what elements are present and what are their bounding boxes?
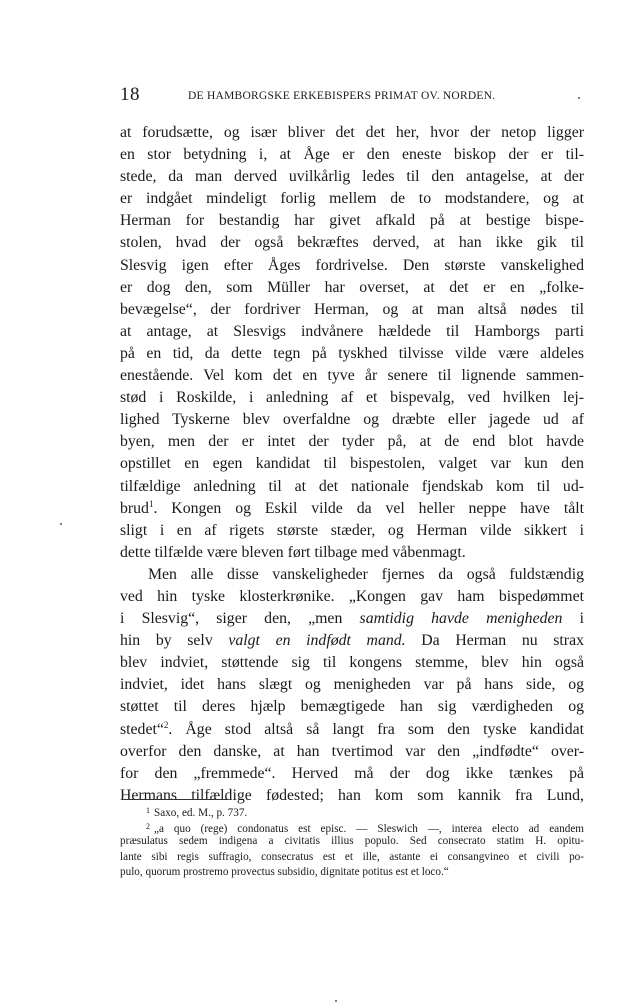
- text-line: støttet til deres hjælp bemægtigede han sig værdigheden og: [120, 698, 584, 716]
- text-line: opstillet en egen kandidat til bispestolen, valget var kun den: [120, 455, 584, 473]
- page-number: 18: [120, 84, 140, 105]
- print-speck: [60, 523, 62, 525]
- text-segment: Da Herman nu strax: [405, 632, 584, 650]
- text-line: enestående. Vel kom det en tyve år senere til lignende sammen-: [120, 367, 584, 385]
- italic-quote: valgt en indfødt mand.: [228, 632, 406, 650]
- running-head: DE HAMBORGSKE ERKEBISPERS PRIMAT OV. NORDEN.: [188, 90, 496, 102]
- footnote-ref-2: 2: [163, 719, 169, 730]
- text-segment: hin by selv: [120, 632, 229, 650]
- text-segment: . Åge stod altså så langt fra som den tyske kandidat: [168, 720, 584, 738]
- text-line: lighed Tyskerne blev overfaldne og dræbte eller jagede ud af: [120, 411, 584, 429]
- print-speck: [335, 1000, 337, 1002]
- text-line: Hermans tilfældige fødested; han kom som kannik fra Lund,: [120, 786, 584, 804]
- text-line: er indgået mindeligt forlig mellem de to modstandere, og at: [120, 190, 584, 208]
- footnote-ref-1: 1: [148, 498, 154, 509]
- text-line: er dog den, som Müller har overset, at det er en „folke-: [120, 278, 584, 296]
- footnote-text: Saxo, ed. M., p. 737.: [154, 807, 248, 819]
- footnote-text-line: pulo, quorum prostremo provectus subsidio, dignitate potitus est et loco.“: [120, 866, 449, 879]
- text-line: tilfældige anledning til at det nationale fjendskab kom til ud-: [120, 477, 584, 495]
- text-line: Herman for bestandig har givet afkald på at bestige bispe-: [120, 212, 584, 230]
- text-line: at antage, at Slesvigs indvånere hældede til Hamborgs parti: [120, 322, 584, 340]
- page-header: [120, 84, 530, 108]
- text-line: byen, men der er intet der tyder på, at de end blot havde: [120, 433, 584, 451]
- footnote-text-line: lante sibi regis suffragio, consecratus est et ille, astante ei consangvineo et civili po-: [120, 850, 584, 863]
- text-line: blev indviet, støttende sig til kongens stemme, blev hin også: [120, 654, 584, 672]
- footnote-rule: [124, 799, 228, 800]
- text-line: for den „fremmede“. Herved må der dog ikke tænkes på: [120, 764, 584, 782]
- footnote-text: „a quo (rege) condonatus est episc. — Sleswich —, interea electo ad eandem: [154, 822, 584, 835]
- footnote-2: [120, 819, 584, 835]
- text-line: stød i Roskilde, i anledning af et bispevalg, ved hvilken lej-: [120, 389, 584, 407]
- footnote-1: [120, 803, 584, 819]
- text-line: indviet, idet hans slægt og menigheden var på hans side, og: [120, 676, 584, 694]
- text-segment: brud: [120, 499, 149, 517]
- print-speck: [578, 97, 580, 99]
- footnotes: [120, 803, 584, 881]
- footnote-mark: 2: [146, 821, 150, 831]
- italic-quote: samtidig havde menigheden: [359, 610, 563, 628]
- text-line: på en tid, da dette tegn på tyskhed tilvisse vilde være aldeles: [120, 344, 584, 362]
- footnote-mark: 1: [146, 806, 150, 815]
- text-line: stolen, hvad der også bekræftes derved, at han ikke gik til: [120, 234, 584, 252]
- text-line: ved hin tyske klosterkrønike. „Kongen gav ham bispedømmet: [120, 587, 584, 605]
- text-line: stede, da man derved uvilkårlig ledes til den antagelse, at der: [120, 168, 584, 186]
- text-line: Slesvig igen efter Åges fordrivelse. Den største vanskelighed: [120, 256, 584, 274]
- text-segment: . Kongen og Eskil vilde da vel heller neppe have tålt: [153, 499, 584, 517]
- text-line: [120, 719, 584, 741]
- text-line: at forudsætte, og især bliver det det her, hvor der netop ligger: [120, 124, 584, 141]
- text-line: dette tilfælde være bleven ført tilbage med våbenmagt.: [120, 543, 466, 561]
- text-line: Men alle disse vanskeligheder fjernes da også fuldstændig: [148, 565, 584, 583]
- text-line: en stor betydning i, at Åge er den eneste biskop der er til-: [120, 146, 584, 164]
- text-line: [120, 498, 584, 520]
- text-line: [120, 608, 584, 630]
- text-line: overfor den danske, at han tvertimod var den „indfødte“ over-: [120, 742, 584, 760]
- footnote-text-line: præsulatus sedem indigena a civitatis illius populo. Sed consecrato statim H. opitu-: [120, 835, 584, 848]
- body-text: [120, 122, 584, 807]
- text-line: [120, 630, 584, 652]
- text-segment: stedet“: [120, 720, 164, 738]
- text-line: bevægelse“, der fordriver Herman, og at man altså nødes til: [120, 300, 584, 318]
- text-segment: i: [562, 610, 584, 628]
- text-segment: i Slesvig“, siger den, „men: [120, 610, 360, 628]
- text-line: sligt i en af rigets største stæder, og Herman vilde sikkert i: [120, 521, 584, 539]
